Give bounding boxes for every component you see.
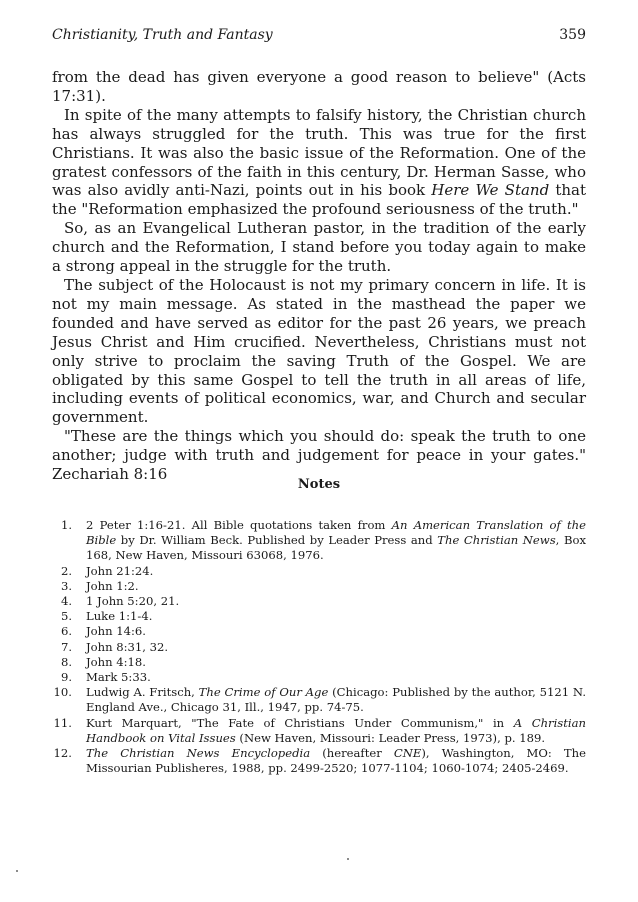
speck: [347, 858, 349, 860]
paragraph-3: So, as an Evangelical Lutheran pastor, in the tradition of the early church and the Reformation, I stand before you today again to make a strong appeal in the struggle for the truth.: [52, 219, 586, 276]
note-item: [52, 579, 586, 594]
note-text: Luke 1:1-4.: [86, 609, 153, 624]
paragraph-2-text: In spite of the many attempts to falsify history, the Christian church has always struggled for the truth. This was true for the first Christians. It was also the basic issue of the Reformation. One of the gratest confessors of the faith in this century, Dr. Herman Sasse, who was also avidly anti-Nazi, points out in his book Here We Stand that the "Reformation emphasized the profound seriousness of the truth.": [52, 105, 586, 219]
note-text: John 14:6.: [86, 624, 146, 639]
paragraph-1: from the dead has given everyone a good reason to believe" (Acts 17:31).: [52, 68, 586, 105]
note-number: 6.: [60, 624, 72, 639]
running-head: [52, 27, 586, 49]
note-number: 11.: [53, 715, 72, 730]
note-text: John 21:24.: [86, 563, 154, 578]
note-text: 2 Peter 1:16-21. All Bible quotations taken from An American Translation of the Bible by Dr. William Beck. Published by Leader Press and The Christian News, Box 168, New Haven, Missouri 63068, 1976.: [86, 518, 586, 563]
body-text: [52, 68, 586, 484]
note-text: Mark 5:33.: [86, 670, 151, 685]
note-text: The Christian News Encyclopedia (hereafter CNE), Washington, MO: The Missourian Publisheres, 1988, pp. 2499-2520; 1077-1104; 1060-1074; 2405-2469.: [86, 746, 586, 776]
note-title-italic: The Christian News: [437, 533, 556, 548]
note-number: 8.: [60, 654, 72, 669]
note-item: [52, 624, 586, 639]
speck: [16, 870, 18, 872]
note-item: [52, 594, 586, 609]
notes-heading: Notes: [297, 477, 341, 492]
note-text: John 1:2.: [86, 578, 139, 593]
note-text: 1 John 5:20, 21.: [86, 594, 180, 609]
note-title-italic: An American Translation of the Bible: [86, 518, 586, 548]
note-number: 9.: [60, 670, 72, 685]
note-item: [52, 746, 586, 776]
paragraph-5: "These are the things which you should do: speak the truth to one another; judge with truth and judgement for peace in your gates." Zechariah 8:16: [52, 427, 586, 484]
note-number: 7.: [60, 639, 72, 654]
note-number: 4.: [60, 594, 72, 609]
note-number: 10.: [53, 685, 72, 700]
note-item: [52, 670, 586, 685]
note-number: 1.: [60, 518, 72, 532]
note-text: Kurt Marquart, "The Fate of Christians Under Communism," in A Christian Handbook on Vital Issues (New Haven, Missouri: Leader Press, 1973), p. 189.: [86, 715, 586, 745]
note-number: 5.: [60, 609, 72, 624]
note-item: [52, 564, 586, 579]
running-title: Christianity, Truth and Fantasy: [52, 27, 273, 43]
note-text: John 8:31, 32.: [86, 639, 169, 654]
note-number: 12.: [53, 746, 72, 761]
notes-list: [52, 518, 586, 776]
note-title-italic: CNE: [393, 746, 422, 761]
note-number: 3.: [60, 578, 72, 593]
note-number: 2.: [60, 563, 72, 578]
note-text: John 4:18.: [86, 654, 146, 669]
note-item: [52, 640, 586, 655]
book-title-italic: Here We Stand: [431, 181, 550, 200]
note-item: [52, 609, 586, 624]
page-number: 359: [559, 27, 586, 43]
note-item: [52, 685, 586, 715]
paragraph-2: [52, 106, 586, 219]
paragraph-4: The subject of the Holocaust is not my primary concern in life. It is not my main message. As stated in the masthead the paper we founded and have served as editor for the past 26 years, we preach Jesus Christ and Him crucified. Nevertheless, Christians must not only strive to proclaim the saving Truth of the Gospel. We are obligated by this same Gospel to tell the truth in all areas of life, including events of political economics, war, and Church and secular government.: [52, 275, 586, 427]
note-title-italic: A Christian Handbook on Vital Issues: [86, 715, 586, 745]
note-item: [52, 716, 586, 746]
note-text: Ludwig A. Fritsch, The Crime of Our Age (Chicago: Published by the author, 5121 N. England Ave., Chicago 31, Ill., 1947, pp. 74-75.: [86, 685, 587, 715]
note-item: [52, 655, 586, 670]
note-title-italic: The Christian News Encyclopedia: [86, 746, 311, 761]
note-item: [52, 518, 586, 564]
note-title-italic: The Crime of Our Age: [198, 685, 329, 700]
